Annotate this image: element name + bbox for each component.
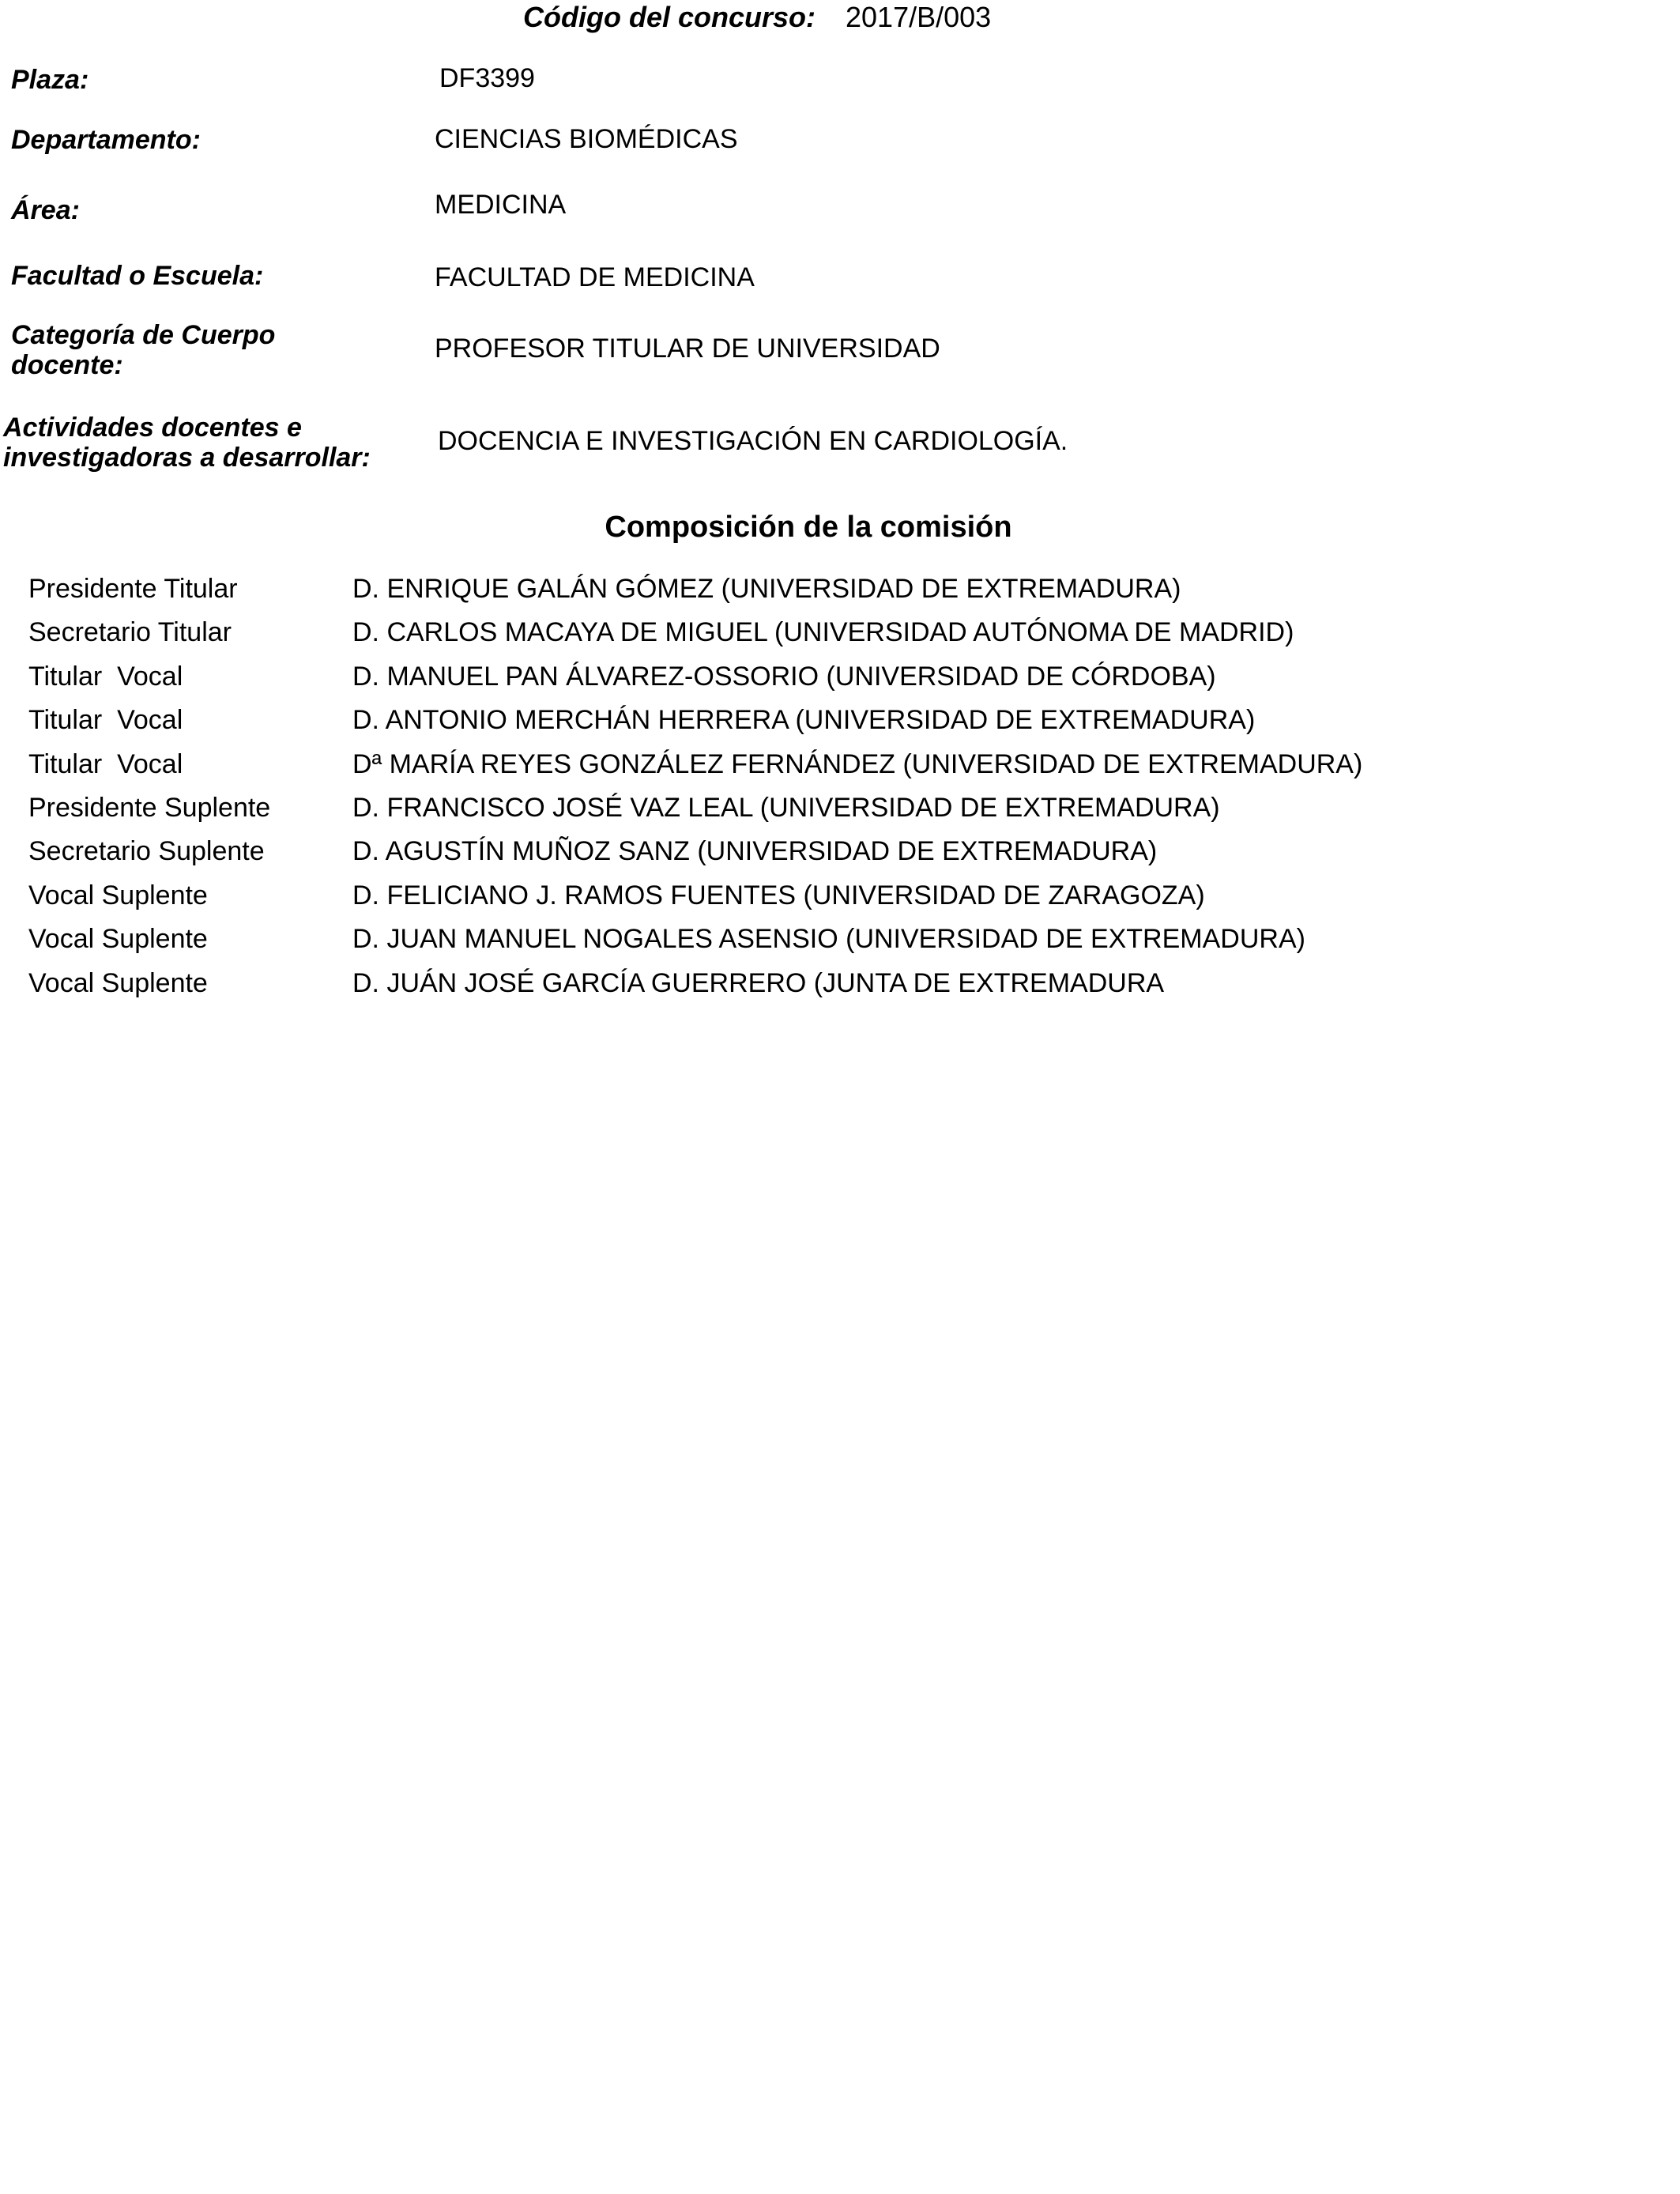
- member-role: Secretario Titular: [28, 617, 232, 648]
- member-name: Dª MARÍA REYES GONZÁLEZ FERNÁNDEZ (UNIVERSIDAD DE EXTREMADURA): [352, 748, 1363, 779]
- actividades-label-line1: Actividades docentes e: [3, 413, 302, 443]
- member-role: Titular Vocal: [28, 705, 183, 736]
- member-name: D. AGUSTÍN MUÑOZ SANZ (UNIVERSIDAD DE EXTREMADURA): [352, 836, 1158, 867]
- facultad-label: Facultad o Escuela:: [11, 261, 264, 291]
- member-role: Vocal Suplente: [28, 924, 208, 955]
- plaza-value: DF3399: [439, 63, 535, 93]
- actividades-label: [3, 413, 371, 473]
- member-role: Titular Vocal: [28, 748, 183, 779]
- member-role: Presidente Suplente: [28, 792, 271, 823]
- contest-code-label: Código del concurso:: [523, 1, 816, 33]
- departamento-label: Departamento:: [11, 125, 201, 155]
- contest-code-value: 2017/B/003: [846, 1, 992, 33]
- categoria-value: PROFESOR TITULAR DE UNIVERSIDAD: [435, 334, 940, 364]
- contest-code-header: [523, 0, 991, 35]
- member-name: D. MANUEL PAN ÁLVAREZ-OSSORIO (UNIVERSIDAD DE CÓRDOBA): [352, 661, 1216, 692]
- actividades-value: DOCENCIA E INVESTIGACIÓN EN CARDIOLOGÍA.: [438, 426, 1068, 456]
- member-name: D. FRANCISCO JOSÉ VAZ LEAL (UNIVERSIDAD DE EXTREMADURA): [352, 792, 1220, 823]
- facultad-value: FACULTAD DE MEDICINA: [435, 262, 755, 292]
- member-name: D. FELICIANO J. RAMOS FUENTES (UNIVERSIDAD DE ZARAGOZA): [352, 880, 1205, 910]
- categoria-label-line1: Categoría de Cuerpo: [11, 320, 276, 350]
- categoria-label: [11, 320, 275, 380]
- member-role: Titular Vocal: [28, 661, 183, 692]
- member-name: D. CARLOS MACAYA DE MIGUEL (UNIVERSIDAD AUTÓNOMA DE MADRID): [352, 617, 1294, 648]
- categoria-label-line2: docente:: [11, 350, 123, 380]
- member-name: D. JUAN MANUEL NOGALES ASENSIO (UNIVERSIDAD DE EXTREMADURA): [352, 924, 1305, 955]
- member-name: D. ENRIQUE GALÁN GÓMEZ (UNIVERSIDAD DE EXTREMADURA): [352, 574, 1181, 604]
- member-role: Secretario Suplente: [28, 836, 265, 867]
- plaza-label: Plaza:: [11, 65, 89, 95]
- actividades-label-line2: investigadoras a desarrollar:: [3, 443, 371, 473]
- member-role: Vocal Suplente: [28, 880, 208, 910]
- member-role: Vocal Suplente: [28, 967, 208, 998]
- commission-title: Composición de la comisión: [605, 511, 1012, 544]
- member-role: Presidente Titular: [28, 574, 238, 604]
- member-name: D. ANTONIO MERCHÁN HERRERA (UNIVERSIDAD DE EXTREMADURA): [352, 705, 1256, 736]
- area-label: Área:: [11, 195, 80, 225]
- area-value: MEDICINA: [435, 190, 567, 220]
- member-name: D. JUÁN JOSÉ GARCÍA GUERRERO (JUNTA DE EXTREMADURA: [352, 967, 1165, 998]
- departamento-value: CIENCIAS BIOMÉDICAS: [435, 124, 738, 154]
